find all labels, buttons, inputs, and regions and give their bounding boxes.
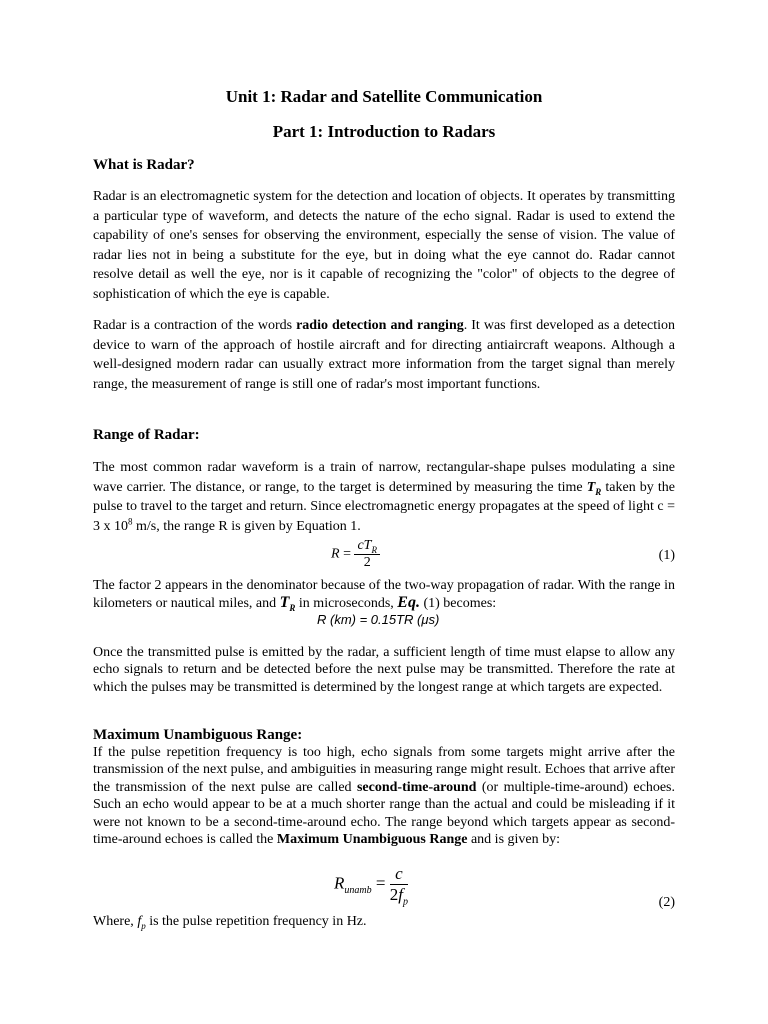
heading-what-is-radar: What is Radar? bbox=[93, 157, 195, 173]
heading-max-unambiguous-range: Maximum Unambiguous Range: bbox=[93, 727, 303, 743]
equation-number-1: (1) bbox=[658, 548, 675, 563]
paragraph-prf-definition: Where, $f_p$ is the pulse repetition frequency in Hz. bbox=[93, 914, 367, 931]
paragraph-radar-contraction: Radar is a contraction of the words radio detection and ranging. It was first developed as a detection device to warn of the approach of hostile aircraft and for directing antiaircraft weapons. Although a well-designed modern radar can usually extract more information from the target signal than merely range, the measurement of range is still one of radar's most important functions. bbox=[93, 318, 675, 392]
part-title: Part 1: Introduction to Radars bbox=[272, 122, 496, 141]
equation-range: R = $\frac{cT_R}{2}$ bbox=[331, 538, 380, 571]
paragraph-factor-two: The factor 2 appears in the denominator because of the two-way propagation of radar. With the range in kilometers or nautical miles, and $T_R$ in microseconds, Eq. (1) becomes: bbox=[93, 578, 675, 614]
heading-range-of-radar: Range of Radar: bbox=[93, 427, 200, 443]
equation-unambiguous-range: $R_{unamb}$ = $\frac{c}{2f_p}$ bbox=[334, 864, 408, 908]
unit-title: Unit 1: Radar and Satellite Communication bbox=[225, 87, 543, 106]
equation-number-2: (2) bbox=[658, 895, 675, 910]
paragraph-pulse-rate: Once the transmitted pulse is emitted by the radar, a sufficient length of time must elapse to allow any echo signals to return and be detected before the next pulse may be transmitted. Therefore the rate at which the pulses may be transmitted is determined by the longest range at which targets are expected. bbox=[93, 645, 675, 695]
paragraph-unambiguous-range: If the pulse repetition frequency is too high, echo signals from some targets might arrive after the transmission of the next pulse, and ambiguities in measuring range might result. Echoes that arrive after the transmission of the next pulse are called second-time-around (or multiple-time-around) echoes. Such an echo would appear to be at a much shorter range than the actual and could be misleading if it were not known to be a second-time-around echo. The range beyond which targets appear as second-time-around echoes is called the Maximum Unambiguous Range and is given by: bbox=[93, 745, 676, 848]
equation-range-km: R (km) = 0.15TR (μs) bbox=[317, 612, 440, 627]
term-radio-detection-ranging: radio detection and ranging bbox=[296, 318, 464, 333]
paragraph-range-measurement: The most common radar waveform is a train of narrow, rectangular-shape pulses modulating a sine wave carrier. The distance, or range, to the target is determined by measuring the time $T_R$ taken by the pulse to travel to the target and return. Since electromagnetic energy propagates at the speed of light c = 3 x $10^8$ m/s, the range R is given by Equation 1. bbox=[93, 460, 676, 534]
paragraph-radar-definition: Radar is an electromagnetic system for the detection and location of objects. It operates by transmitting a particular type of waveform, and detects the nature of the echo signal. Radar is used to extend the capability of one's senses for observing the environment, especially the sense of vision. The value of radar lies not in being a substitute for the eye, but in doing what the eye cannot do. Radar cannot resolve detail as well the eye, nor is it capable of recognizing the "color" of objects to the degree of sophistication of which the eye is capable. bbox=[93, 189, 675, 302]
